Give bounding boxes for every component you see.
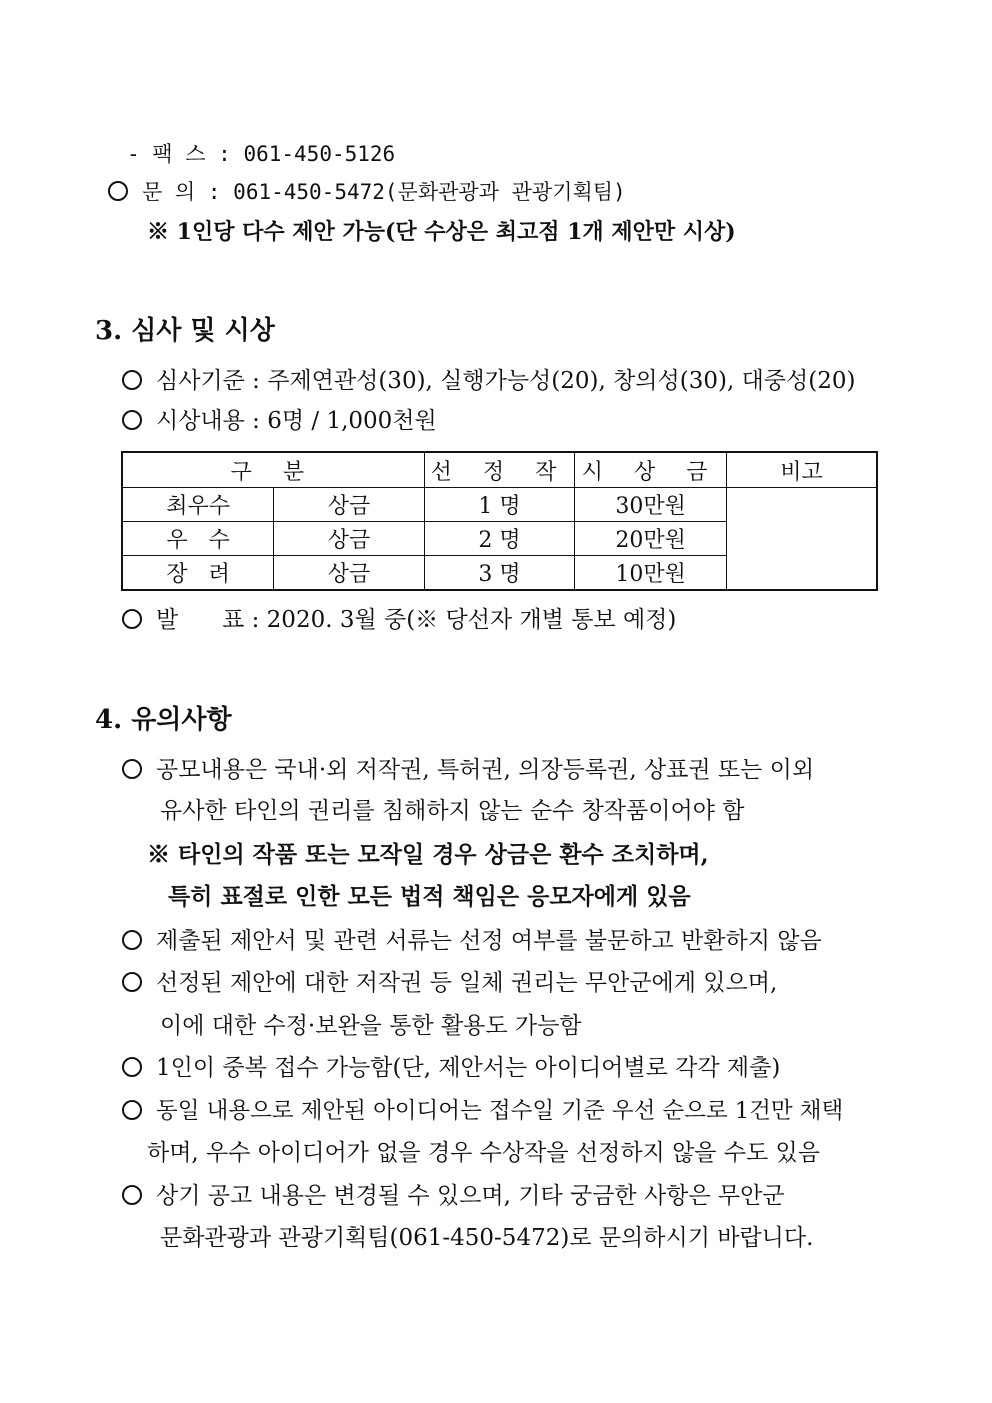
multi-proposal-note: ※ 1인당 다수 제안 가능(단 수상은 최고점 1개 제안만 시상) (147, 219, 736, 245)
notice-item-6-cont: 문화관광과 관광기획팀(061-450-5472)로 문의하시기 바랍니다. (160, 1225, 814, 1251)
fax-value: 061-450-5126 (243, 142, 396, 166)
row-type: 상금 (274, 522, 425, 556)
announce-line (122, 605, 676, 635)
notice-item-5-cont: 하며, 우수 아이디어가 없을 경우 수상작을 선정하지 않을 수도 있음 (147, 1140, 820, 1166)
warning-line-2: 특히 표절로 인한 모든 법적 책임은 응모자에게 있음 (168, 883, 691, 910)
criteria-text: 심사기준 : 주제연관성(30), 실행가능성(20), 창의성(30), 대중성(20) (156, 368, 856, 394)
notice-item-6: 상기 공고 내용은 변경될 수 있으며, 기타 궁금한 사항은 무안군 (122, 1181, 785, 1211)
header-selected: 선 정 작 (424, 452, 575, 488)
circle-bullet-icon (122, 1057, 142, 1077)
awards-summary-line (122, 406, 437, 436)
criteria-line (122, 366, 855, 396)
notice-item-3-cont: 이에 대한 수정·보완을 통한 활용도 가능함 (160, 1013, 582, 1039)
remarks-cell (726, 488, 877, 591)
inquiry-value: 061-450-5472(문화관광과 관광기획팀) (233, 180, 626, 204)
header-category: 구 분 (122, 452, 424, 488)
table-row (122, 488, 877, 522)
notice-item-1-cont: 유사한 타인의 권리를 침해하지 않는 순수 창작품이어야 함 (160, 798, 745, 824)
row-count: 1 명 (424, 488, 575, 522)
row-rank: 우 수 (122, 522, 274, 556)
row-amount: 20만원 (575, 522, 727, 556)
circle-bullet-icon (122, 972, 142, 992)
fax-label: - 팩 스 (127, 142, 206, 166)
notice-item-3: 선정된 제안에 대한 저작권 등 일체 권리는 무안군에게 있으며, (122, 968, 777, 998)
circle-bullet-icon (122, 759, 142, 779)
header-prize: 시 상 금 (575, 452, 727, 488)
row-rank: 최우수 (122, 488, 274, 522)
circle-bullet-icon (122, 930, 142, 950)
fax-line: - 팩 스 : 061-450-5126 (127, 142, 396, 166)
circle-bullet-icon (122, 410, 142, 430)
section4-heading: 4. 유의사항 (95, 705, 232, 735)
notice-item-1: 공모내용은 국내·외 저작권, 특허권, 의장등록권, 상표권 또는 이외 (122, 755, 814, 785)
notice-item-4: 1인이 중복 접수 가능함(단, 제안서는 아이디어별로 각각 제출) (122, 1053, 780, 1083)
row-count: 2 명 (424, 522, 575, 556)
table-header-row (122, 452, 877, 488)
section3-heading: 3. 심사 및 시상 (95, 316, 275, 346)
circle-bullet-icon (122, 370, 142, 390)
announce-text: 발 표 : 2020. 3월 중(※ 당선자 개별 통보 예정) (156, 607, 677, 633)
circle-bullet-icon (122, 609, 142, 629)
row-type: 상금 (274, 556, 425, 591)
circle-bullet-icon (122, 1100, 142, 1120)
row-rank: 장 려 (122, 556, 274, 591)
inquiry-label: 문 의 (142, 180, 196, 204)
row-amount: 10만원 (575, 556, 727, 591)
circle-bullet-icon (122, 1185, 142, 1205)
notice-item-2: 제출된 제안서 및 관련 서류는 선정 여부를 불문하고 반환하지 않음 (122, 926, 822, 956)
warning-line-1: ※ 타인의 작품 또는 모작일 경우 상금은 환수 조치하며, (147, 841, 709, 868)
row-count: 3 명 (424, 556, 575, 591)
row-amount: 30만원 (575, 488, 727, 522)
circle-bullet-icon (108, 181, 128, 201)
header-remarks: 비고 (726, 452, 877, 488)
awards-summary-text: 시상내용 : 6명 / 1,000천원 (156, 408, 437, 434)
row-type: 상금 (274, 488, 425, 522)
notice-item-5: 동일 내용으로 제안된 아이디어는 접수일 기준 우선 순으로 1건만 채택 (122, 1096, 843, 1126)
award-table (121, 451, 878, 591)
inquiry-line: 문 의 : 061-450-5472(문화관광과 관광기획팀) (108, 177, 626, 207)
